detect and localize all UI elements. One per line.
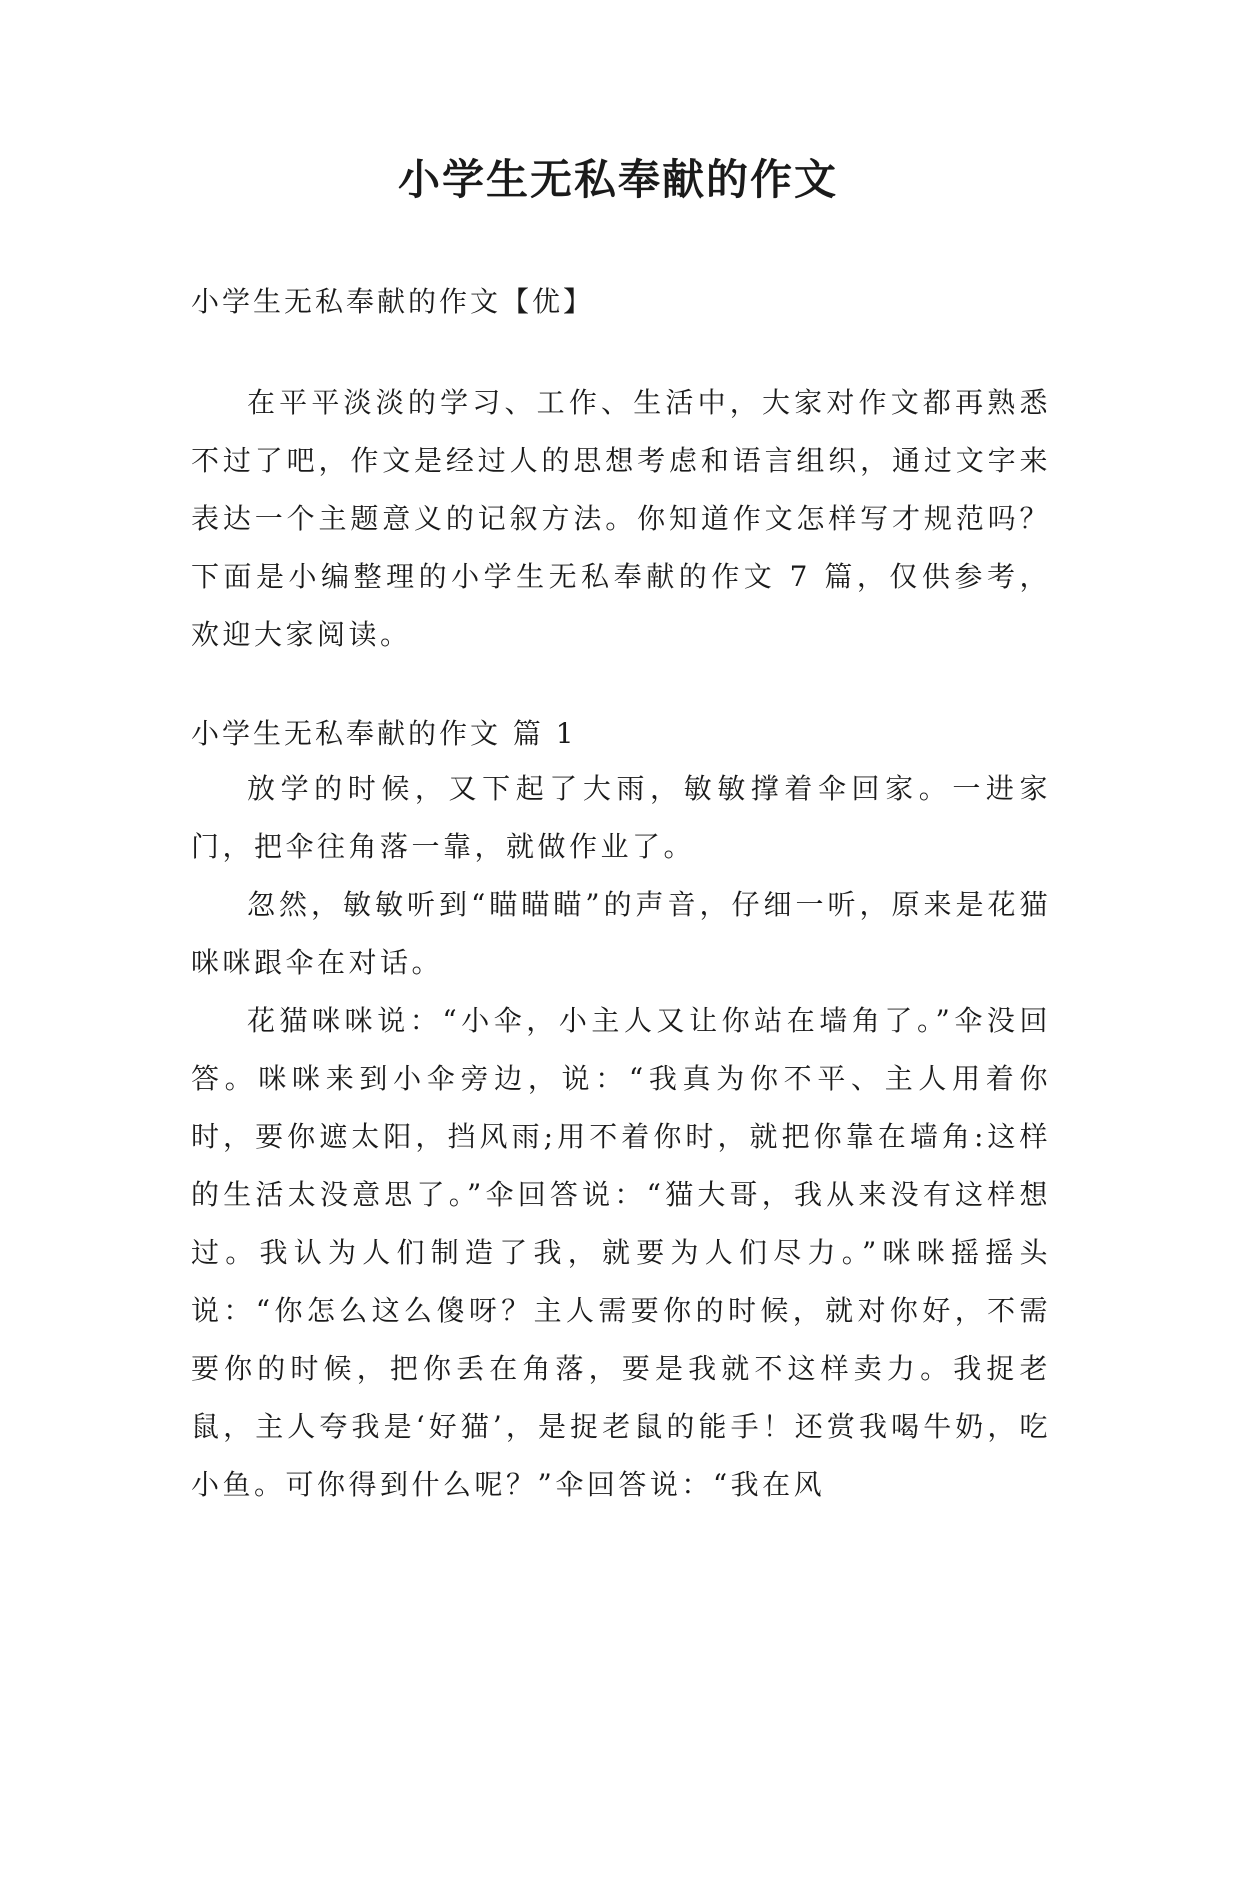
body-paragraph: 忽然，敏敏听到“瞄瞄瞄”的声音，仔细一听，原来是花猫咪咪跟伞在对话。 bbox=[191, 888, 1051, 979]
body-paragraph: 放学的时候，又下起了大雨，敏敏撑着伞回家。一进家门，把伞往角落一靠，就做作业了。 bbox=[191, 772, 1051, 863]
body-paragraph: 花猫咪咪说：“小伞，小主人又让你站在墙角了。”伞没回答。咪咪来到小伞旁边，说：“我真为你不平、主人用着你时，要你遮太阳，挡风雨;用不着你时，就把你靠在墙角:这样的生活太没意思了。”伞回答说：“猫大哥，我从来没有这样想过。我认为人们制造了我，就要为人们尽力。”咪咪摇摇头说：“你怎么这么傻呀？主人需要你的时候，就对你好，不需要你的时候，把你丢在角落，要是我就不这样卖力。我捉老鼠，主人夸我是‘好猫’，是捉老鼠的能手！还赏我喝牛奶，吃小鱼。可你得到什么呢？”伞回答说：“我在风 bbox=[191, 1004, 1051, 1501]
document-subtitle: 小学生无私奉献的作文【优】 bbox=[191, 285, 595, 318]
section-heading: 小学生无私奉献的作文 篇 1 bbox=[191, 717, 577, 750]
document-page bbox=[0, 150, 1241, 1904]
document-title: 小学生无私奉献的作文 bbox=[397, 155, 838, 204]
intro-paragraph: 在平平淡淡的学习、工作、生活中，大家对作文都再熟悉不过了吧，作文是经过人的思想考虑和语言组织，通过文字来表达一个主题意义的记叙方法。你知道作文怎样写才规范吗？下面是小编整理的小学生无私奉献的作文 7 篇，仅供参考，欢迎大家阅读。 bbox=[191, 386, 1051, 651]
